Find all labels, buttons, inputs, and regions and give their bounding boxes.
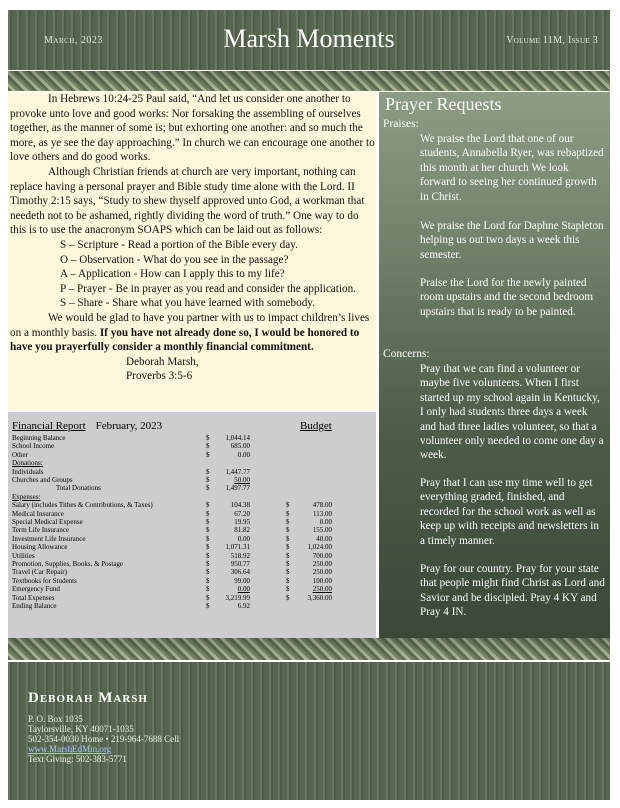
website-link[interactable]: www.MarshEdMin.org (28, 744, 112, 754)
finance-row (12, 459, 372, 467)
financial-report (8, 412, 376, 638)
finance-row-label: Total Expenses (12, 593, 55, 602)
concern-item: Pray that I can use my time well to get everything graded, finished, and recorded for the school work as well as keep up with receipts and newsletters in a timely manner. (420, 477, 599, 547)
finance-row (12, 552, 372, 560)
finance-row-label: Ending Balance (12, 602, 57, 610)
concern-item: Pray that we can find a volunteer or maybe five volunteers. When I first started up my school again in Kentucky, I only had students three days a week and had three ladies volunteer, so that a volunteer only needed to come one day a week. (420, 363, 604, 462)
finance-row (12, 468, 372, 476)
finance-row-label: Travel (Car Repair) (12, 568, 67, 577)
soaps-item: S – Share - Share what you have learned with somebody. (60, 297, 315, 310)
praise-item: We praise the Lord that one of our students, Annabella Ryer, was rebaptized this month at her church We look forward to seeing her continued growth in Christ. (420, 133, 604, 203)
soaps-item: A – Application - How can I apply this to my life? (60, 268, 285, 281)
finance-row-amount: 0.00 (237, 450, 250, 459)
dollar-sign: $ (206, 467, 210, 476)
finance-row-label: Term Life Insurance (12, 526, 70, 535)
finance-row-label: Other (12, 450, 28, 459)
finance-row (12, 560, 372, 568)
finance-row (12, 568, 372, 576)
dollar-sign: $ (206, 434, 210, 442)
dollar-sign: $ (286, 560, 290, 568)
text-giving: Text Giving: 502-383-5771 (28, 754, 127, 764)
article-paragraph-3 (8, 311, 376, 355)
dollar-sign: $ (286, 568, 290, 577)
dollar-sign: $ (286, 585, 290, 594)
finance-row-amount: 6.92 (237, 602, 250, 610)
finance-row (12, 442, 372, 450)
finance-row (12, 451, 372, 459)
dollar-sign: $ (286, 518, 290, 526)
dollar-sign: $ (206, 526, 210, 535)
finance-row-label: Expenses: (12, 492, 41, 501)
newsletter-title: Marsh Moments (223, 24, 395, 53)
concern-item: Pray for our country. Pray for your state that people might find Christ as Lord and Savior and be discipled. Pray 4 KY and Pray 4 IN. (420, 563, 605, 619)
finance-row-label: Donations: (12, 459, 43, 468)
praise-item: We praise the Lord for Daphne Stapleton helping us out two days a week this semester. (420, 220, 604, 261)
finance-row (12, 585, 372, 593)
dollar-sign: $ (206, 585, 210, 594)
volume-issue: Volume 11M, Issue 3 (506, 35, 598, 46)
finance-row (12, 594, 372, 602)
finance-row-budget: 3,360.00 (307, 593, 332, 602)
contact-footer (8, 662, 610, 800)
dollar-sign: $ (206, 534, 210, 543)
article-paragraph-1: In Hebrews 10:24-25 Paul said, “And let us consider one another to provoke unto love and good works: Nor forsaking the assembling of ourselves together, as the manner of some is; but exhorting one another: and so much the more, as ye see the day approaching.” In church we can encourage one another to love others and do good works. (10, 93, 375, 164)
finance-row (12, 476, 372, 484)
commitment-request: If you have not already done so, I would be honored to have you prayerfully consider a monthly financial commitment. (10, 326, 360, 354)
finance-row-budget: 700.00 (312, 551, 332, 560)
prayer-requests (379, 92, 610, 638)
dollar-sign: $ (206, 509, 210, 518)
po-box: P. O. Box 1035 (28, 714, 83, 724)
finance-row (12, 543, 372, 551)
dollar-sign: $ (286, 501, 290, 510)
dollar-sign: $ (206, 576, 210, 585)
finance-row-budget: 250.00 (312, 568, 332, 577)
finance-row (12, 577, 372, 585)
finance-row-amount: 685.00 (230, 442, 250, 451)
finance-row-amount: 1,447.77 (225, 467, 250, 476)
finance-row (12, 535, 372, 543)
dollar-sign: $ (206, 518, 210, 526)
dollar-sign: $ (286, 543, 290, 552)
finance-row-amount: 3,219.99 (225, 593, 250, 602)
partner-text: We would be glad to have you partner with us to impact children’s lives on a monthly basis. (10, 311, 370, 339)
finance-row-label: Emergency Fund (12, 585, 60, 594)
praise-item: Praise the Lord for the newly painted room upstairs and the second bedroom upstairs that is ready to be painted. (420, 277, 594, 318)
finance-row-budget: 250.00 (312, 585, 332, 594)
finance-row-label: Churches and Groups (12, 476, 73, 484)
financial-report-title: Financial Report (12, 420, 86, 432)
finance-row-label: Promotion, Supplies, Books, & Postage (12, 560, 124, 568)
dollar-sign: $ (286, 509, 290, 518)
soaps-item: P – Prayer - Be in prayer as you read and consider the application. (60, 282, 356, 295)
sender-name: Deborah Marsh (28, 690, 148, 706)
dollar-sign: $ (286, 551, 290, 560)
finance-row (12, 484, 372, 492)
dollar-sign: $ (206, 551, 210, 560)
finance-row-amount: 50.00 (234, 476, 250, 484)
finance-row-amount: 81.82 (234, 526, 250, 535)
finance-row (12, 434, 372, 442)
signature-name: Deborah Marsh, (126, 355, 199, 368)
finance-row-amount: 518.92 (230, 551, 250, 560)
finance-row-label: Total Donations (56, 484, 101, 493)
finance-row (12, 518, 372, 526)
finance-row-amount: 99.00 (234, 576, 250, 585)
finance-row-label: Textbooks for Students (12, 576, 77, 585)
finance-row-label: Salary (includes Tithes & Contributions, & Taxes) (12, 501, 153, 510)
main-article (8, 92, 376, 410)
finance-row-budget: 113.00 (313, 509, 332, 518)
concerns-label: Concerns: (383, 348, 430, 360)
decorative-border-top (8, 71, 610, 91)
newsletter-header (8, 10, 610, 70)
issue-date: March, 2023 (44, 35, 103, 46)
dollar-sign: $ (206, 543, 210, 552)
finance-row-amount: 1,071.31 (225, 543, 250, 552)
finance-row-budget: 250.00 (312, 560, 332, 568)
finance-row-amount: 1,497.77 (225, 484, 250, 493)
dollar-sign: $ (206, 560, 210, 568)
dollar-sign: $ (206, 593, 210, 602)
dollar-sign: $ (206, 442, 210, 451)
finance-row (12, 526, 372, 534)
finance-row-label: Individuals (12, 467, 44, 476)
finance-row-budget: 478.00 (312, 501, 332, 510)
finance-row-budget: 0.00 (319, 518, 332, 526)
finance-row-budget: 155.00 (312, 526, 332, 535)
signature-verse: Proverbs 3:5-6 (126, 370, 193, 383)
finance-row (12, 501, 372, 509)
financial-report-heading (12, 420, 162, 432)
dollar-sign: $ (206, 501, 210, 510)
finance-row-amount: 0.00 (237, 585, 250, 594)
city-address: Taylorsville, KY 40071-1035 (28, 724, 134, 734)
finance-row-label: Investment Life Insurance (12, 534, 86, 543)
finance-row-label: Housing Allowance (12, 543, 68, 552)
finance-row-budget: 100.00 (312, 576, 332, 585)
dollar-sign: $ (286, 576, 290, 585)
finance-row-amount: 67.20 (234, 509, 250, 518)
soaps-item: O – Observation - What do you see in the passage? (60, 253, 289, 266)
dollar-sign: $ (206, 476, 210, 484)
dollar-sign: $ (206, 602, 210, 610)
finance-row-amount: 306.64 (230, 568, 250, 577)
finance-row-label: Medical Insurance (12, 509, 64, 518)
finance-row-amount: 950.77 (230, 560, 250, 568)
finance-row-label: Utilities (12, 551, 35, 560)
finance-row (12, 510, 372, 518)
praises-label: Praises: (383, 118, 419, 130)
dollar-sign: $ (286, 534, 290, 543)
soaps-item: S – Scripture - Read a portion of the Bible every day. (60, 238, 298, 251)
finance-row-budget: 40.00 (316, 534, 332, 543)
decorative-border-bottom (8, 638, 610, 660)
dollar-sign: $ (206, 484, 210, 493)
soaps-list (8, 238, 376, 311)
finance-row-label: School Income (12, 442, 55, 451)
dollar-sign: $ (286, 526, 290, 535)
financial-report-date: February, 2023 (95, 420, 163, 432)
dollar-sign: $ (286, 593, 290, 602)
finance-row-label: Beginning Balance (12, 434, 66, 442)
article-paragraph-2: Although Christian friends at church are very important, nothing can replace having a personal prayer and Bible study time alone with the Lord. II Timothy 2:15 says, “Study to shew thyself approved unto God, a workman that needeth not to be ashamed, rightly dividing the word of truth.” One way to do this is to use the anacronym SOAPS which can be laid out as follows: (10, 165, 365, 237)
dollar-sign: $ (206, 450, 210, 459)
finance-row-amount: 19.95 (234, 518, 250, 526)
finance-row-label: Special Medical Expense (12, 518, 83, 526)
finance-row (12, 493, 372, 501)
finance-row-amount: 104.38 (230, 501, 250, 510)
prayer-title: Prayer Requests (385, 94, 502, 114)
phone-numbers: 502-354-0030 Home • 219-964-7688 Cell (28, 734, 180, 744)
finance-row-amount: 1,044.14 (225, 434, 250, 442)
dollar-sign: $ (206, 568, 210, 577)
finance-row (12, 602, 372, 610)
finance-row-budget: 1,024.00 (307, 543, 332, 552)
budget-header: Budget (300, 420, 332, 432)
finance-row-amount: 0.00 (237, 534, 250, 543)
